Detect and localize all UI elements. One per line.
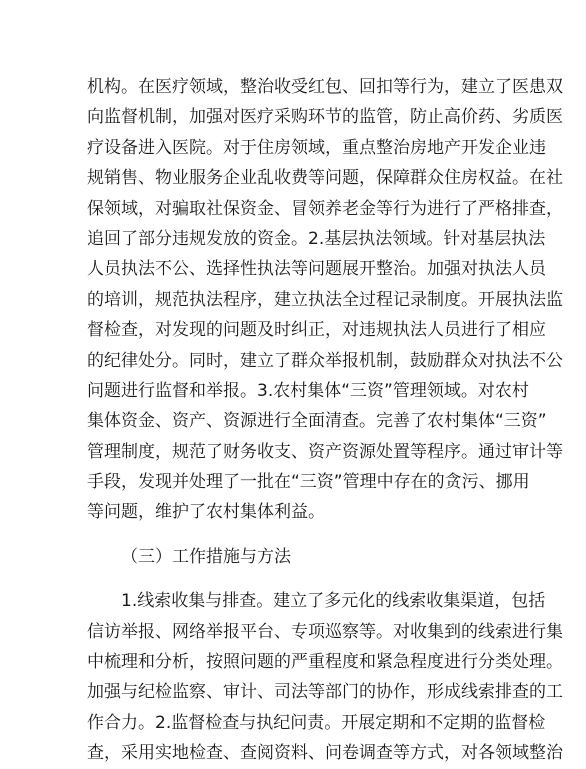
text-line: 等问题，维护了农村集体利益。 xyxy=(87,502,325,523)
section-heading: （三）工作措施与方法 xyxy=(121,546,291,567)
text-line: 1.线索收集与排查。建立了多元化的线索收集渠道，包括 xyxy=(121,591,546,612)
text-line: 保领域，对骗取社保资金、冒领养老金等行为进行了严格排查， xyxy=(87,198,563,219)
text-line: 疗设备进入医院。对于住房领域，重点整治房地产开发企业违 xyxy=(87,137,546,158)
text-line: 查，采用实地检查、查阅资料、问卷调查等方式，对各领域整治 xyxy=(87,743,563,764)
text-line: 的纪律处分。同时，建立了群众举报机制，鼓励群众对执法不公 xyxy=(87,350,563,371)
document-body xyxy=(87,72,563,769)
text-line: 加强与纪检监察、审计、司法等部门的协作，形成线索排查的工 xyxy=(87,682,563,703)
text-line: 信访举报、网络举报平台、专项巡察等。对收集到的线索进行集 xyxy=(87,621,563,642)
text-line: 作合力。2.监督检查与执纪问责。开展定期和不定期的监督检 xyxy=(87,712,546,733)
text-line: 向监督机制，加强对医疗采购环节的监管，防止高价药、劣质医 xyxy=(87,107,563,128)
text-line: 管理制度，规范了财务收支、资产资源处置等程序。通过审计等 xyxy=(87,441,563,462)
text-line: 的培训，规范执法程序，建立执法全过程记录制度。开展执法监 xyxy=(87,289,563,310)
text-line: 人员执法不公、选择性执法等问题展开整治。加强对执法人员 xyxy=(87,259,546,280)
text-line: 规销售、物业服务企业乱收费等问题，保障群众住房权益。在社 xyxy=(87,168,563,189)
paragraph-2 xyxy=(87,586,563,768)
text-line: 督检查，对发现的问题及时纠正，对违规执法人员进行了相应 xyxy=(87,320,546,341)
paragraph-1 xyxy=(87,72,563,528)
text-line: 手段，发现并处理了一批在“三资”管理中存在的贪污、挪用 xyxy=(87,472,530,493)
text-line: 机构。在医疗领域，整治收受红包、回扣等行为，建立了医患双 xyxy=(87,77,563,97)
text-line: 问题进行监督和举报。3.农村集体“三资”管理领域。对农村 xyxy=(87,380,529,401)
text-line: 集体资金、资产、资源进行全面清查。完善了农村集体“三资” xyxy=(87,411,547,432)
text-line: 中梳理和分析，按照问题的严重程度和紧急程度进行分类处理。 xyxy=(87,652,563,673)
text-line: 追回了部分违规发放的资金。2.基层执法领域。针对基层执法 xyxy=(87,228,546,249)
